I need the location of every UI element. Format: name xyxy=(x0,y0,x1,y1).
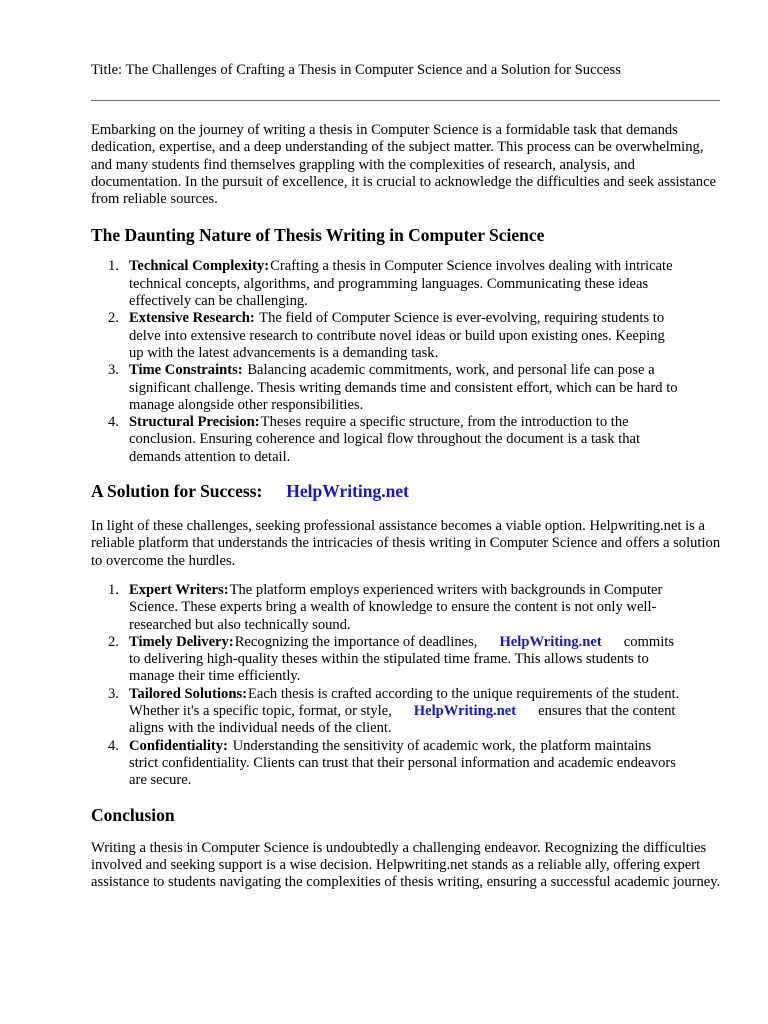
list-term: Tailored Solutions: xyxy=(129,685,248,702)
solution-heading xyxy=(91,480,720,502)
list-item xyxy=(91,582,681,634)
solution-intro-paragraph: In light of these challenges, seeking professional assistance becomes a viable option. Helpwriting.net is a reliable platform that understands the intricacies of thesis writing in Computer Science and offers a solution to overcome the hurdles. xyxy=(91,518,721,569)
solution-list xyxy=(91,582,681,790)
list-term: Extensive Research: xyxy=(129,310,255,327)
list-number: 2. xyxy=(108,633,119,650)
list-text: ensures that the content aligns with the individual needs of the client. xyxy=(129,703,676,737)
list-text: commits to delivering high-quality theses within the stipulated time frame. This allows students to manage their time efficiently. xyxy=(129,633,675,685)
challenges-heading: The Daunting Nature of Thesis Writing in Computer Science xyxy=(91,225,545,246)
list-text: Crafting a thesis in Computer Science involves dealing with intricate technical concepts, algorithms, and programming languages. Communicating these ideas effectively can be challenging. xyxy=(129,258,673,310)
list-term: Expert Writers: xyxy=(129,581,229,598)
intro-paragraph: Embarking on the journey of writing a thesis in Computer Science is a formidable task that demands dedication, expertise, and a deep understanding of the subject matter. This process can be overwhelming, and many students find themselves grappling with the complexities of research, analysis, and documentation. In the pursuit of excellence, it is crucial to acknowledge the difficulties and seek assistance from reliable sources. xyxy=(91,122,717,208)
conclusion-heading: Conclusion xyxy=(91,804,175,825)
conclusion-paragraph: Writing a thesis in Computer Science is undoubtedly a challenging endeavor. Recognizing the difficulties involved and seeking support is a wise decision. Helpwriting.net stands as a reliable ally, offering expert assistance to students navigating the complexities of thesis writing, ensuring a successful academic journey. xyxy=(91,839,721,891)
list-number: 2. xyxy=(108,310,119,327)
solution-heading-text: A Solution for Success: xyxy=(91,481,263,502)
document-title: Title: The Challenges of Crafting a Thesis in Computer Science and a Solution for Success xyxy=(91,62,621,78)
list-item xyxy=(91,310,681,362)
list-item xyxy=(91,686,681,738)
list-term: Timely Delivery: xyxy=(129,633,234,650)
list-number: 4. xyxy=(108,737,119,754)
list-text: The platform employs experienced writers with backgrounds in Computer Science. These experts bring a wealth of knowledge to ensure the content is not only well-researched but also technically sound. xyxy=(129,581,663,633)
list-term: Time Constraints: xyxy=(129,362,243,379)
helpwriting-link[interactable]: HelpWriting.net xyxy=(499,633,602,650)
list-text: Each thesis is crafted according to the unique requirements of the student. Whether it's a specific topic, format, or style, xyxy=(129,685,680,720)
list-number: 3. xyxy=(108,362,119,379)
list-number: 1. xyxy=(108,258,119,275)
list-text: Recognizing the importance of deadlines, xyxy=(234,633,478,650)
list-item xyxy=(91,414,681,466)
challenges-list xyxy=(91,258,681,466)
list-number: 1. xyxy=(108,581,119,598)
list-text: The field of Computer Science is ever-evolving, requiring students to delve into extensive research to contribute novel ideas or build upon existing ones. Keeping up with the latest advancements is a demanding task. xyxy=(129,310,665,361)
list-item xyxy=(91,634,681,686)
list-term: Structural Precision: xyxy=(129,414,260,431)
list-text: Balancing academic commitments, work, and personal life can pose a significant challenge. Thesis writing demands time and consistent effort, which can be hard to manage alongside other responsibilities. xyxy=(129,362,678,413)
helpwriting-link[interactable]: HelpWriting.net xyxy=(413,703,517,720)
list-term: Technical Complexity: xyxy=(129,258,270,275)
list-text: Understanding the sensitivity of academic work, the platform maintains strict confidentiality. Clients can trust that their personal information and academic endeavors are secure. xyxy=(129,737,676,789)
list-item xyxy=(91,258,681,310)
list-number: 3. xyxy=(108,685,119,702)
list-number: 4. xyxy=(108,414,119,431)
title-divider xyxy=(91,100,720,101)
list-item xyxy=(91,362,681,414)
list-item xyxy=(91,738,681,790)
list-text: Theses require a specific structure, from the introduction to the conclusion. Ensuring coherence and logical flow throughout the document is a task that demands attention to detail. xyxy=(129,414,641,465)
list-term: Confidentiality: xyxy=(129,737,228,754)
helpwriting-link[interactable]: HelpWriting.net xyxy=(286,481,409,502)
